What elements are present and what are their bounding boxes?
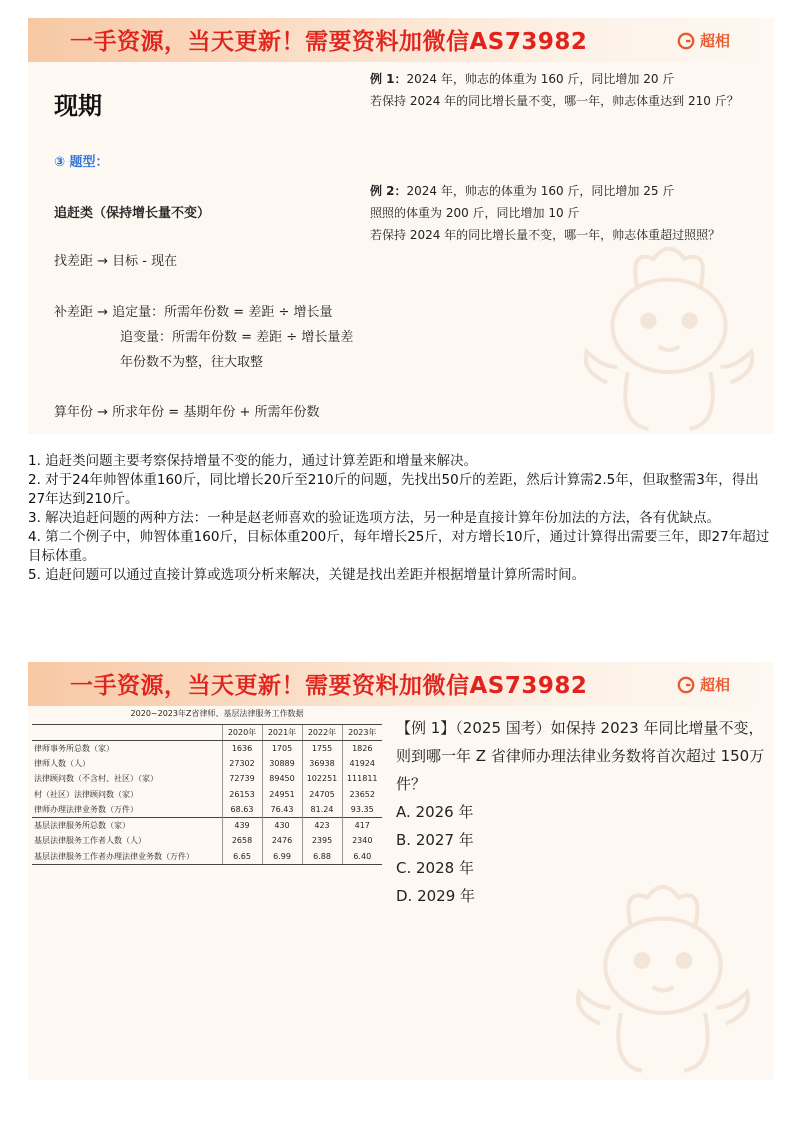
table-cell: 423 [302,818,342,834]
table-cell: 村（社区）法律顾问数（家） [34,789,138,799]
table-cell: 2476 [262,833,302,849]
question-stem: 【例 1】（2025 国考）如保持 2023 年同比增量不变，则到哪一年 Z 省律师办理法律业务数将首次超过 150万件？ [396,719,765,793]
brand-logo-icon [677,32,695,50]
table-cell: 6.65 [222,849,262,865]
table-row [32,849,382,865]
summary-notes [28,452,774,585]
step-close-gap-variable: 追变量：所需年份数 = 差距 ÷ 增长量差 [120,330,354,345]
table-cell: 律师办理法律业务数（万件） [34,805,138,814]
mascot-watermark-icon [564,228,774,434]
table-row [32,787,382,803]
data-table-container [32,708,382,865]
table-cell: 基层法律服务工作者人数（人） [34,836,146,846]
table-row [32,833,382,849]
example-2-line1: 2024 年，帅志的体重为 160 斤，同比增加 25 斤 [406,184,675,198]
table-cell: 1826 [342,740,382,756]
table-cell: 基层法律服务所总数（家） [32,818,222,834]
table-cell: 2395 [302,833,342,849]
step-compute-year: 算年份 → 所求年份 = 基期年份 + 所需年份数 [54,405,320,420]
table-cell: 81.24 [302,802,342,818]
answer-option-c[interactable]: C. 2028 年 [396,859,474,877]
table-cell: 1636 [222,740,262,756]
slide-current-period [28,18,774,434]
note-item: 4. 第二个例子中，帅智体重160斤，目标体重200斤，每年增长25斤，对方增长10斤，通过计算得出需要三年，即27年超过目标体重。 [28,529,770,564]
example-1 [370,68,739,112]
note-item: 2. 对于24年帅智体重160斤，同比增长20斤至210斤的问题，先找出50斤的差距，然后计算需2.5年，但取整需3年，得出27年达到210斤。 [28,472,759,507]
table-row [32,740,382,756]
table-cell: 27302 [222,756,262,772]
brand-logo-text: 超相 [699,32,730,50]
table-cell: 基层法律服务工作者办理法律业务数（万件） [32,849,222,865]
table-cell: 72739 [222,771,262,787]
banner-text: 一手资源，当天更新！需要资料加微信AS73982 [70,29,588,55]
table-cell: 30889 [262,756,302,772]
question-type-label: ③ 题型： [54,155,109,170]
table-cell: 23652 [342,787,382,803]
slide-example-question [28,662,774,1080]
step-close-gap: 补差距 → 追定量：所需年份数 = 差距 ÷ 增长量 [54,305,333,320]
example-2 [370,180,720,246]
example-2-line2: 照照的体重为 200 斤，同比增加 10 斤 [370,206,580,220]
table-cell: 417 [342,818,382,834]
step-find-gap: 找差距 → 目标 - 现在 [54,254,178,269]
table-row [32,818,382,834]
table-cell: 102251 [302,771,342,787]
brand-logo-text: 超相 [699,676,730,694]
table-row [32,802,382,818]
example-1-label: 例 1： [370,72,407,86]
note-item: 5. 追赶问题可以通过直接计算或选项分析来解决，关键是找出差距并根据增量计算所需时间。 [28,567,586,583]
note-item: 1. 追赶类问题主要考察保持增量不变的能力，通过计算差距和增量来解决。 [28,453,478,469]
table-cell: 36938 [302,756,342,772]
table-row [32,771,382,787]
table-cell: 律师事务所总数（家） [34,743,114,753]
table-header-cell: 2022年 [302,725,342,741]
brand-logo [677,674,730,695]
table-cell: 93.35 [342,802,382,818]
table-title: 2020~2023年Z省律师、基层法律服务工作数据 [130,709,304,718]
answer-option-b[interactable]: B. 2027 年 [396,831,474,849]
table-header-cell: 2021年 [262,725,302,741]
table-cell: 41924 [342,756,382,772]
table-header-cell: 2023年 [342,725,382,741]
exam-question [396,714,766,910]
table-cell: 2340 [342,833,382,849]
table-cell: 1705 [262,740,302,756]
table-cell: 76.43 [262,802,302,818]
banner-text: 一手资源，当天更新！需要资料加微信AS73982 [70,673,588,699]
table-cell: 6.88 [302,849,342,865]
table-cell: 26153 [222,787,262,803]
table-cell: 6.40 [342,849,382,865]
example-1-line1: 2024 年，帅志的体重为 160 斤，同比增加 20 斤 [406,72,675,86]
answer-option-a[interactable]: A. 2026 年 [396,803,474,821]
example-1-line2: 若保持 2024 年的同比增长量不变，哪一年，帅志体重达到 210 斤？ [370,94,739,108]
table-cell: 111811 [342,771,382,787]
table-cell: 430 [262,818,302,834]
table-row [32,756,382,772]
table-header-cell: 2020年 [222,725,262,741]
method-heading: 追赶类（保持增长量不变） [54,206,211,221]
table-cell: 89450 [262,771,302,787]
brand-logo [677,30,730,51]
table-cell: 24705 [302,787,342,803]
table-header-row [32,725,382,741]
example-2-label: 例 2： [370,184,407,198]
table-cell: 法律顾问数（不含村、社区）（家） [34,774,158,784]
brand-logo-icon [677,676,695,694]
page-title: 现期 [54,92,102,120]
table-cell: 律师人数（人） [34,758,90,768]
example-2-line3: 若保持 2024 年的同比增长量不变，哪一年，帅志体重超过照照？ [370,228,721,242]
table-header-cell [32,725,222,741]
table-cell: 1755 [302,740,342,756]
table-cell: 6.99 [262,849,302,865]
table-cell: 68.63 [222,802,262,818]
table-cell: 24951 [262,787,302,803]
step-round-up: 年份数不为整，往大取整 [120,355,264,370]
answer-option-d[interactable]: D. 2029 年 [396,887,476,905]
note-item: 3. 解决追赶问题的两种方法：一种是赵老师喜欢的验证选项方法，另一种是直接计算年份加法的方法，各有优缺点。 [28,510,721,526]
table-cell: 2658 [222,833,262,849]
promo-banner [28,18,774,62]
data-table [32,724,382,865]
promo-banner [28,662,774,706]
table-cell: 439 [222,818,262,834]
